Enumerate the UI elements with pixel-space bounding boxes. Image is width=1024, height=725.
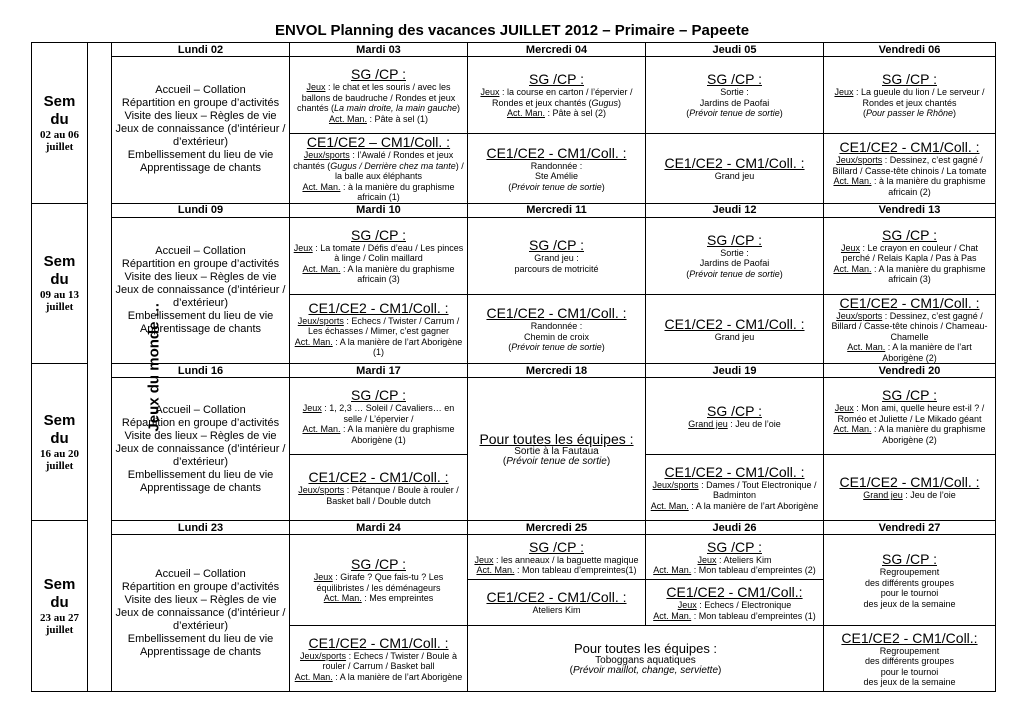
activity-cell: CE1/CE2 - CM1/Coll. : Randonnée : Ste Amélie (Prévoir tenue de sortie) (468, 134, 646, 204)
activity-cell: SG /CP : Jeux : Ateliers Kim Act. Man. : Mon tableau d’empreintes (2) CE1/CE2 - CM1/Coll.: Jeux : Echecs / Electronique Act. Man. : Mon tableau d’empreintes (1) (646, 535, 824, 626)
week-header-row (32, 203, 996, 217)
week-label: Sem du 16 au 20 juillet (32, 364, 88, 521)
activity-cell: CE1/CE2 - CM1/Coll. : Randonnée : Chemin de croix (Prévoir tenue de sortie) (468, 294, 646, 364)
activity-cell: SG /CP : Jeux : 1, 2,3 … Soleil / Cavaliers… en selle / L’épervier / Act. Man. : A la manière du graphisme Aborigène (1) (290, 378, 468, 455)
day-header: Mardi 17 (290, 364, 468, 378)
activity-cell: SG /CP : Jeux : Girafe ? Que fais-tu ? Les équilibristes / les déménageurs Act. Man. : Mes empreintes (290, 535, 468, 626)
activity-cell: SG /CP : Sortie : Jardins de Paofai (Prévoir tenue de sortie) (646, 217, 824, 294)
activity-cell: SG /CP : Regroupement des différents groupes pour le tournoi des jeux de la semaine (824, 535, 996, 626)
activity-cell: CE1/CE2 - CM1/Coll. : Jeux/sports : Dessinez, c’est gagné / Billard / Casse-tête chinois / La tomate Act. Man. : à la manière du graphisme africain (2) (824, 134, 996, 204)
activity-cell: SG /CP : Grand jeu : parcours de motricité (468, 217, 646, 294)
day-header: Mercredi 11 (468, 203, 646, 217)
day-header: Mardi 24 (290, 521, 468, 535)
day-header: Jeudi 26 (646, 521, 824, 535)
week-label: Sem du 02 au 06 juillet (32, 43, 88, 204)
activity-cell: CE1/CE2 - CM1/Coll. : Jeux/sports : Dames / Tout Electronique / Badminton Act. Man. : A la manière de l’art Aborigène (646, 455, 824, 521)
day-header: Lundi 16 (112, 364, 290, 378)
planning-table (31, 42, 996, 692)
day-header: Vendredi 06 (824, 43, 996, 57)
day-header: Jeudi 12 (646, 203, 824, 217)
activity-cell: CE1/CE2 - CM1/Coll. : Jeux/sports : Dessinez, c’est gagné / Billard / Casse-tête chinois / Chameau-Chamelle Act. Man. : A la manière de l’art Aborigène (2) (824, 294, 996, 364)
activity-cell: CE1/CE2 – CM1/Coll. : Jeux/sports : l’Awalé / Rondes et jeux chantés (Gugus / Derrière chez ma tante) / la balle aux éléphants Act. Man. : à la manière du graphisme africain (1) (290, 134, 468, 204)
day-header: Lundi 23 (112, 521, 290, 535)
activity-cell: CE1/CE2 - CM1/Coll.: Regroupement des différents groupes pour le tournoi des jeux de la semaine (824, 626, 996, 692)
common-activities: Accueil – Collation Répartition en groupe d’activités Visite des lieux – Règles de vie Jeux de connaissance (d’intérieur / d’extérieur) Embellissement du lieu de vie Apprentissage de chants (112, 535, 290, 692)
day-header: Vendredi 27 (824, 521, 996, 535)
activity-cell: SG /CP : Jeux : Le crayon en couleur / Chat perché / Relais Kapla / Pas à Pas Act. Man. : A la manière du graphisme africain (3) (824, 217, 996, 294)
activity-cell: CE1/CE2 - CM1/Coll. : Grand jeu (646, 294, 824, 364)
activity-cell: SG /CP : Jeux : la course en carton / l’épervier / Rondes et jeux chantés (Gugus) Act. Man. : Pâte à sel (2) (468, 57, 646, 134)
day-header: Vendredi 20 (824, 364, 996, 378)
common-activities: Accueil – Collation Répartition en groupe d’activités Visite des lieux – Règles de vie Jeux de connaissance (d’intérieur / d’extérieur) Embellissement du lieu de vie Apprentissage de chants (112, 217, 290, 364)
activity-cell: CE1/CE2 - CM1/Coll. : Grand jeu (646, 134, 824, 204)
day-header: Mardi 03 (290, 43, 468, 57)
page-title: ENVOL Planning des vacances JUILLET 2012 – Primaire – Papeete (274, 22, 750, 39)
day-header: Mercredi 25 (468, 521, 646, 535)
day-header: Vendredi 13 (824, 203, 996, 217)
activity-cell: SG /CP : Jeux : La gueule du lion / Le serveur / Rondes et jeux chantés (Pour passer le Rhône) (824, 57, 996, 134)
week-label: Sem du 09 au 13 juillet (32, 203, 88, 364)
activity-cell: SG /CP : Jeux : le chat et les souris / avec les ballons de baudruche / Rondes et jeux chantés (La main droite, la main gauche) Act. Man. : Pâte à sel (1) (290, 57, 468, 134)
activity-cell-all-teams: Pour toutes les équipes : Sortie à la Fautaua (Prévoir tenue de sortie) (468, 378, 646, 521)
side-label: Jeux du monde … (88, 43, 112, 692)
activity-cell-all-teams: Pour toutes les équipes : Toboggans aquatiques (Prévoir maillot, change, serviette) (468, 626, 824, 692)
activity-cell: SG /CP : Jeux : Mon ami, quelle heure est-il ? / Roméo et Juliette / Le Mikado géant Act. Man. : A la manière du graphisme Aborigène (2) (824, 378, 996, 455)
activity-cell: SG /CP : Sortie : Jardins de Paofai (Prévoir tenue de sortie) (646, 57, 824, 134)
day-header: Lundi 09 (112, 203, 290, 217)
activity-cell: CE1/CE2 - CM1/Coll. : Jeux/sports : Echecs / Twister / Boule à rouler / Carrum / Basket ball Act. Man. : A la manière de l’art Aborigène (290, 626, 468, 692)
day-header: Mardi 10 (290, 203, 468, 217)
day-header: Mercredi 18 (468, 364, 646, 378)
activity-cell: SG /CP : Jeux : les anneaux / la baguette magique Act. Man. : Mon tableau d’empreintes(1) CE1/CE2 - CM1/Coll. : Ateliers Kim (468, 535, 646, 626)
week-header-row (32, 364, 996, 378)
activity-cell: CE1/CE2 - CM1/Coll. : Jeux/sports : Pétanque / Boule à rouler / Basket ball / Double dutch (290, 455, 468, 521)
day-header: Mercredi 04 (468, 43, 646, 57)
common-activities: Accueil – Collation Répartition en groupe d’activités Visite des lieux – Règles de vie Jeux de connaissance (d’intérieur / d’extérieur) Embellissement du lieu de vie Apprentissage de chants (112, 378, 290, 521)
activity-cell: CE1/CE2 - CM1/Coll. : Grand jeu : Jeu de l’oie (824, 455, 996, 521)
activity-cell: SG /CP : Grand jeu : Jeu de l’oie (646, 378, 824, 455)
day-header: Lundi 02 (112, 43, 290, 57)
activity-cell: SG /CP : Jeux : La tomate / Défis d’eau / Les pinces à linge / Colin maillard Act. Man. : A la manière du graphisme africain (3) (290, 217, 468, 294)
week-header-row (32, 43, 996, 57)
day-header: Jeudi 05 (646, 43, 824, 57)
common-activities: Accueil – Collation Répartition en groupe d’activités Visite des lieux – Règles de vie Jeux de connaissance (d’intérieur / d’extérieur) Embellissement du lieu de vie Apprentissage de chants (112, 57, 290, 204)
activity-cell: CE1/CE2 - CM1/Coll. : Jeux/sports : Echecs / Twister / Carrum / Les échasses / Mimer, c’est gagner Act. Man. : A la manière de l’art Aborigène (1) (290, 294, 468, 364)
week-label: Sem du 23 au 27 juillet (32, 521, 88, 692)
week-header-row (32, 521, 996, 535)
day-header: Jeudi 19 (646, 364, 824, 378)
